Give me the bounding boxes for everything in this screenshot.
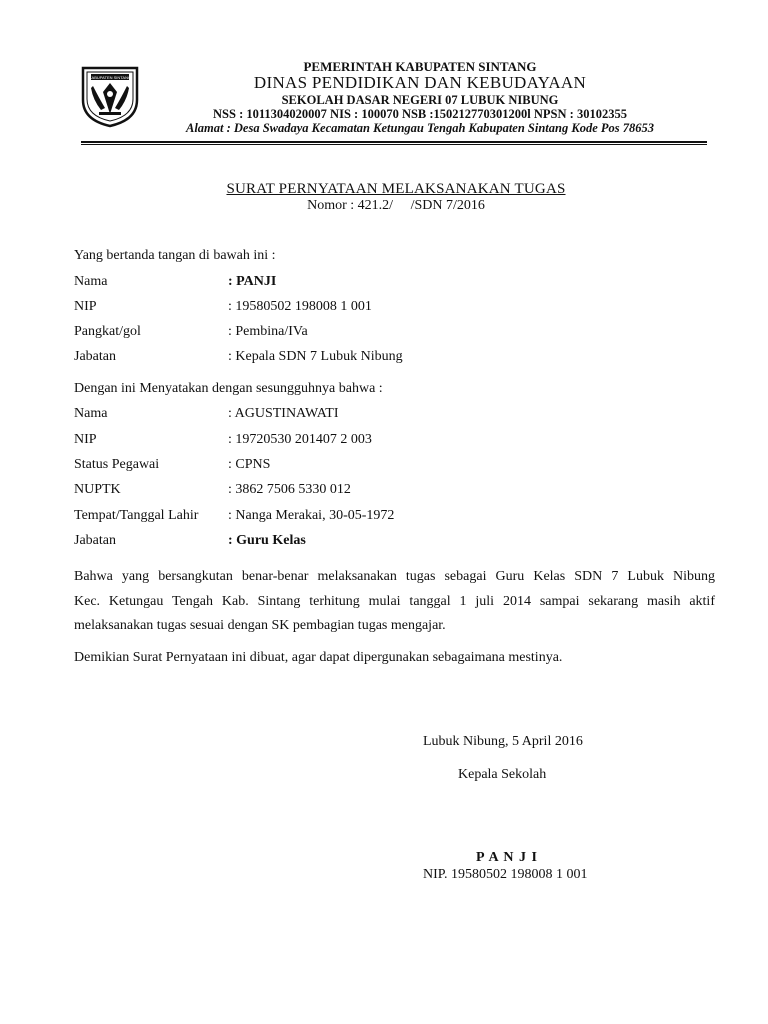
subject-status-label: Status Pegawai	[74, 457, 160, 472]
letterhead-government: PEMERINTAH KABUPATEN SINTANG	[303, 59, 537, 74]
subject-nuptk-label: NUPTK	[74, 482, 121, 497]
subject-birth-label: Tempat/Tanggal Lahir	[74, 508, 199, 523]
signer-nip-value: : 19580502 198008 1 001	[228, 299, 372, 314]
place-date: Lubuk Nibung, 5 April 2016	[423, 734, 583, 749]
statement-line: melaksanakan tugas sesuai dengan SK pembagian tugas mengajar.	[74, 618, 446, 633]
subject-nip-value: : 19720530 201407 2 003	[228, 432, 372, 447]
letterhead-address: Alamat : Desa Swadaya Kecamatan Ketungau Tengah Kabupaten Sintang Kode Pos 78653	[185, 121, 654, 135]
signer-nip: NIP. 19580502 198008 1 001	[423, 867, 588, 882]
svg-text:KABUPATEN SINTANG: KABUPATEN SINTANG	[88, 75, 132, 80]
signer-name-label: Nama	[74, 274, 108, 289]
subject-status-value: : CPNS	[228, 457, 271, 472]
signer-position-label: Jabatan	[74, 349, 116, 364]
subject-nuptk-value: : 3862 7506 5330 012	[228, 482, 351, 497]
closing-sentence: Demikian Surat Pernyataan ini dibuat, agar dapat dipergunakan sebagaimana mestinya.	[74, 650, 563, 665]
subject-name-label: Nama	[74, 406, 108, 421]
signer-name-value: : PANJI	[228, 274, 277, 289]
signer-rank-label: Pangkat/gol	[74, 324, 141, 339]
subject-name-value: : AGUSTINAWATI	[228, 406, 339, 421]
signer-title: Kepala Sekolah	[458, 767, 547, 782]
statement-line: Kec. Ketungau Tengah Kab. Sintang terhitung mulai tanggal 1 juli 2014 sampai sekarang masih aktif	[74, 593, 715, 609]
letterhead-school: SEKOLAH DASAR NEGERI 07 LUBUK NIBUNG	[281, 93, 559, 107]
letterhead-department: DINAS PENDIDIKAN DAN KEBUDAYAAN	[253, 73, 587, 92]
subject-birth-value: : Nanga Merakai, 30-05-1972	[228, 508, 395, 523]
letterhead-rule-thick	[81, 141, 707, 143]
signer-nip-label: NIP	[74, 299, 97, 314]
statement-line: Bahwa yang bersangkutan benar-benar melaksanakan tugas sebagai Guru Kelas SDN 7 Lubuk Nibung	[74, 569, 715, 584]
signer-name: P A N J I	[476, 850, 538, 865]
subject-nip-label: NIP	[74, 432, 97, 447]
intro-signer: Yang bertanda tangan di bawah ini :	[74, 248, 276, 263]
signer-position-value: : Kepala SDN 7 Lubuk Nibung	[228, 349, 403, 364]
letter-title: SURAT PERNYATAAN MELAKSANAKAN TUGAS	[226, 181, 566, 197]
letterhead-codes: NSS : 1011304020007 NIS : 100070 NSB :150212770301200l NPSN : 30102355	[213, 107, 627, 121]
subject-position-label: Jabatan	[74, 533, 116, 548]
signer-rank-value: : Pembina/IVa	[228, 324, 308, 339]
letter-number: Nomor : 421.2/ /SDN 7/2016	[307, 198, 485, 213]
letterhead-rule-thin	[81, 144, 707, 145]
subject-position-value: : Guru Kelas	[228, 533, 306, 548]
statement-paragraph	[74, 565, 715, 639]
intro-statement: Dengan ini Menyatakan dengan sesungguhnya bahwa :	[74, 381, 383, 396]
